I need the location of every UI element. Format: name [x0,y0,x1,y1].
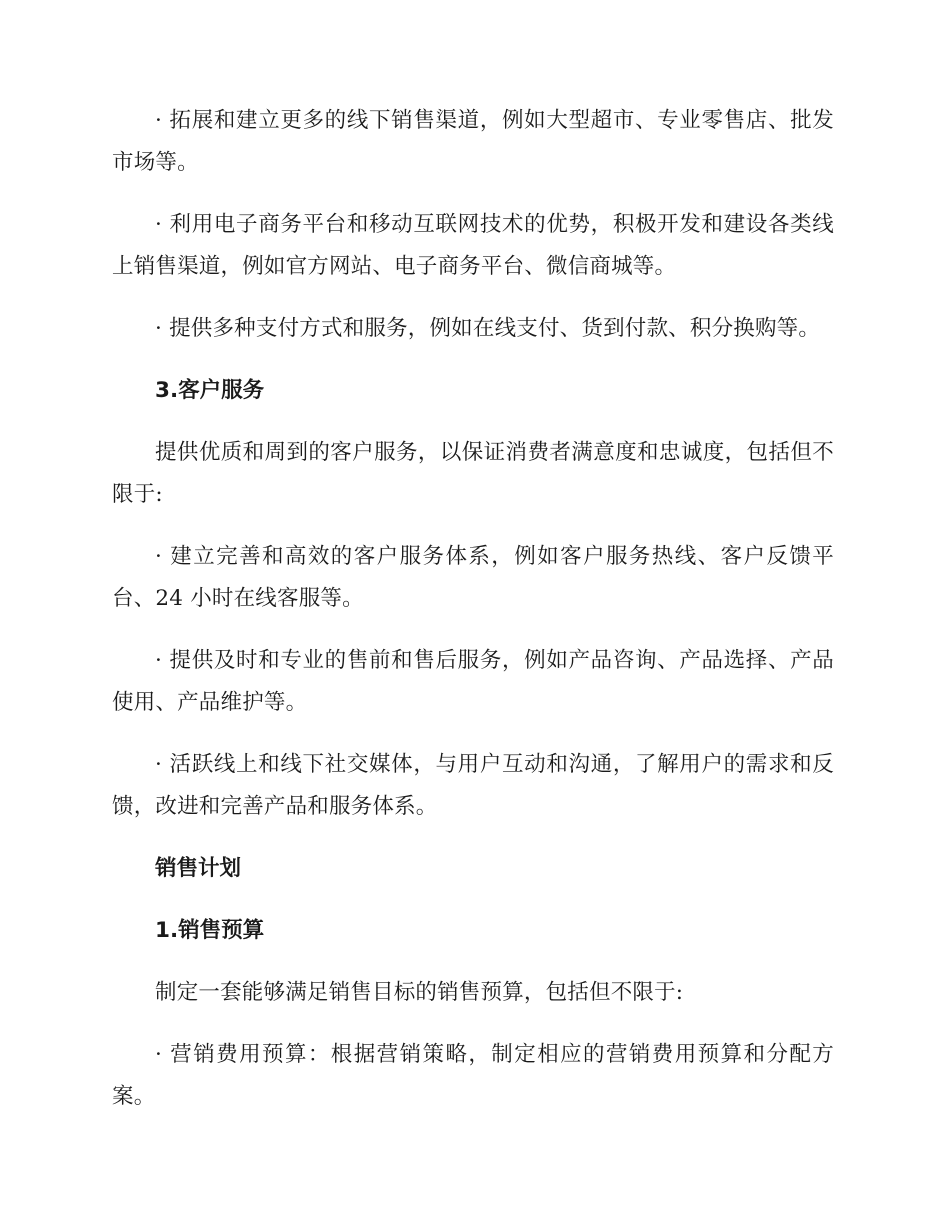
section-heading-sales-budget: 1.销售预算 [155,918,265,943]
bullet-social-media: · 活跃线上和线下社交媒体，与用户互动和沟通，了解用户的需求和反馈，改进和完善产品和服务体系。 [112,752,834,819]
bullet-service-system: · 建立完善和高效的客户服务体系，例如客户服务热线、客户反馈平台、24 小时在线客服等。 [112,544,834,611]
bullet-marketing-budget: · 营销费用预算：根据营销策略，制定相应的营销费用预算和分配方案。 [112,1042,834,1109]
sales-budget-intro: 制定一套能够满足销售目标的销售预算，包括但不限于: [155,980,684,1005]
customer-service-intro: 提供优质和周到的客户服务，以保证消费者满意度和忠诚度，包括但不限于: [112,440,834,507]
bullet-pre-after-sales: · 提供及时和专业的售前和售后服务，例如产品咨询、产品选择、产品使用、产品维护等。 [112,648,834,715]
document-page [112,100,834,1138]
bullet-offline-channels: · 拓展和建立更多的线下销售渠道，例如大型超市、专业零售店、批发市场等。 [112,108,834,175]
section-heading-sales-plan: 销售计划 [155,856,242,881]
bullet-online-channels: · 利用电子商务平台和移动互联网技术的优势，积极开发和建设各类线上销售渠道，例如官方网站、电子商务平台、微信商城等。 [112,212,834,279]
section-heading-customer-service: 3.客户服务 [155,378,265,403]
bullet-payment-methods: · 提供多种支付方式和服务，例如在线支付、货到付款、积分换购等。 [155,316,821,341]
